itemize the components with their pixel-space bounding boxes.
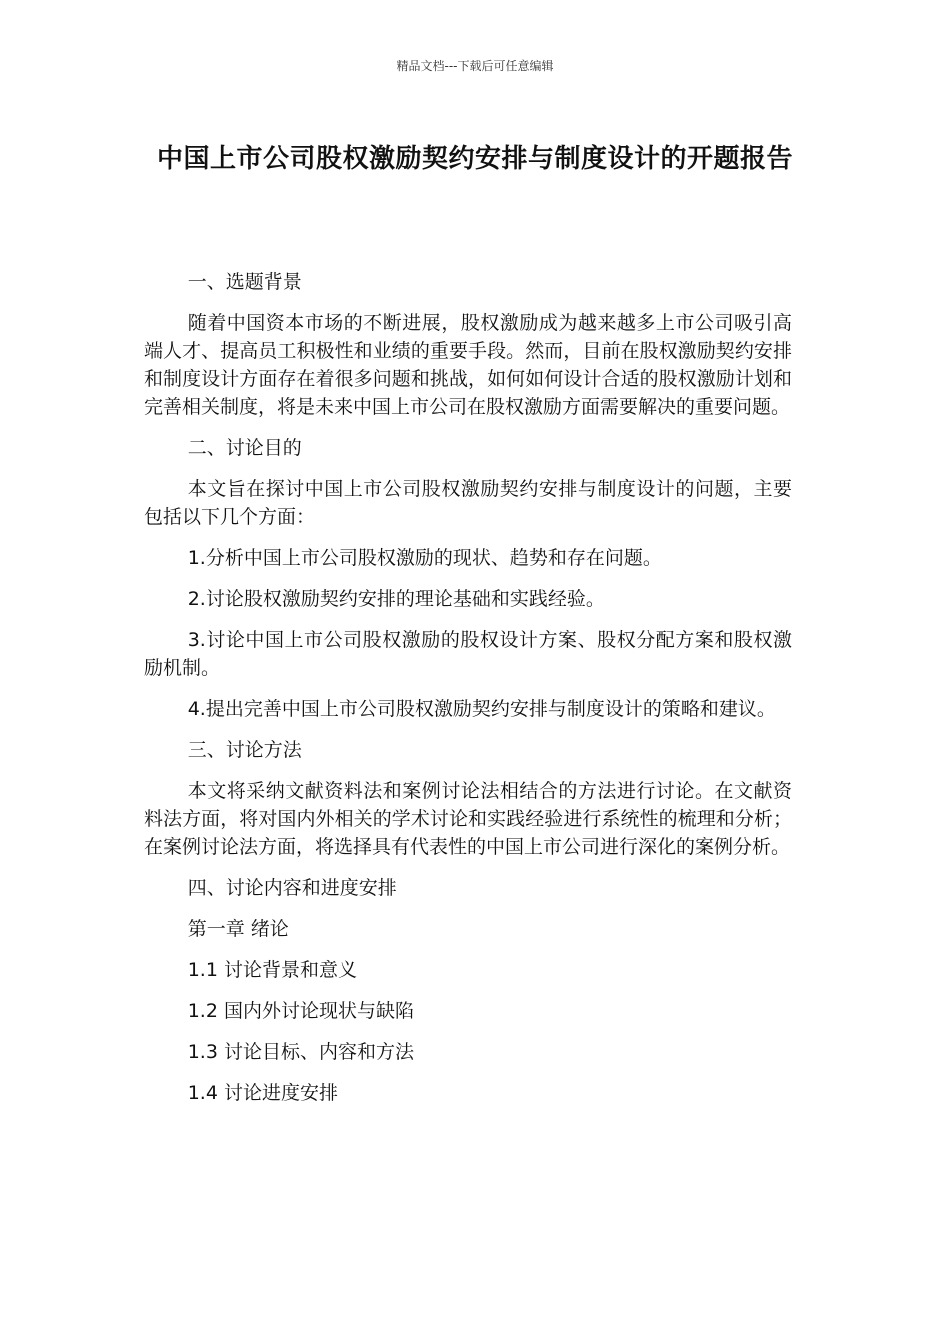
paragraph-method: 本文将采纳文献资料法和案例讨论法相结合的方法进行讨论。在文献资料法方面，将对国内外相关的学术讨论和实践经验进行系统性的梳理和分析；在案例讨论法方面，将选择具有代表性的中国上市公司进行深化的案例分析。 [144, 780, 792, 858]
toc-item: 1.2 国内外讨论现状与缺陷 [187, 1000, 414, 1022]
section-heading-method: 三、讨论方法 [187, 739, 302, 761]
toc-item: 1.1 讨论背景和意义 [187, 959, 357, 981]
section-heading-schedule: 四、讨论内容和进度安排 [187, 877, 397, 899]
page-header: 精品文档---下载后可任意编辑 [396, 59, 554, 73]
list-item: 4.提出完善中国上市公司股权激励契约安排与制度设计的策略和建议。 [187, 698, 776, 720]
section-heading-purpose: 二、讨论目的 [187, 437, 302, 459]
list-item: 2.讨论股权激励契约安排的理论基础和实践经验。 [187, 588, 605, 610]
chapter-heading: 第一章 绪论 [187, 918, 289, 940]
toc-item: 1.3 讨论目标、内容和方法 [187, 1041, 414, 1063]
paragraph-purpose: 本文旨在探讨中国上市公司股权激励契约安排与制度设计的问题，主要包括以下几个方面： [144, 478, 792, 528]
document-body [144, 268, 792, 1120]
list-item: 1.分析中国上市公司股权激励的现状、趋势和存在问题。 [187, 547, 662, 569]
section-heading-background: 一、选题背景 [187, 271, 302, 293]
paragraph-background: 随着中国资本市场的不断进展，股权激励成为越来越多上市公司吸引高端人才、提高员工积极性和业绩的重要手段。然而，目前在股权激励契约安排和制度设计方面存在着很多问题和挑战，如何如何设计合适的股权激励计划和完善相关制度，将是未来中国上市公司在股权激励方面需要解决的重要问题。 [144, 312, 792, 418]
document-title: 中国上市公司股权激励契约安排与制度设计的开题报告 [156, 144, 793, 174]
toc-item: 1.4 讨论进度安排 [187, 1082, 338, 1104]
list-item: 3.讨论中国上市公司股权激励的股权设计方案、股权分配方案和股权激励机制。 [144, 629, 792, 679]
